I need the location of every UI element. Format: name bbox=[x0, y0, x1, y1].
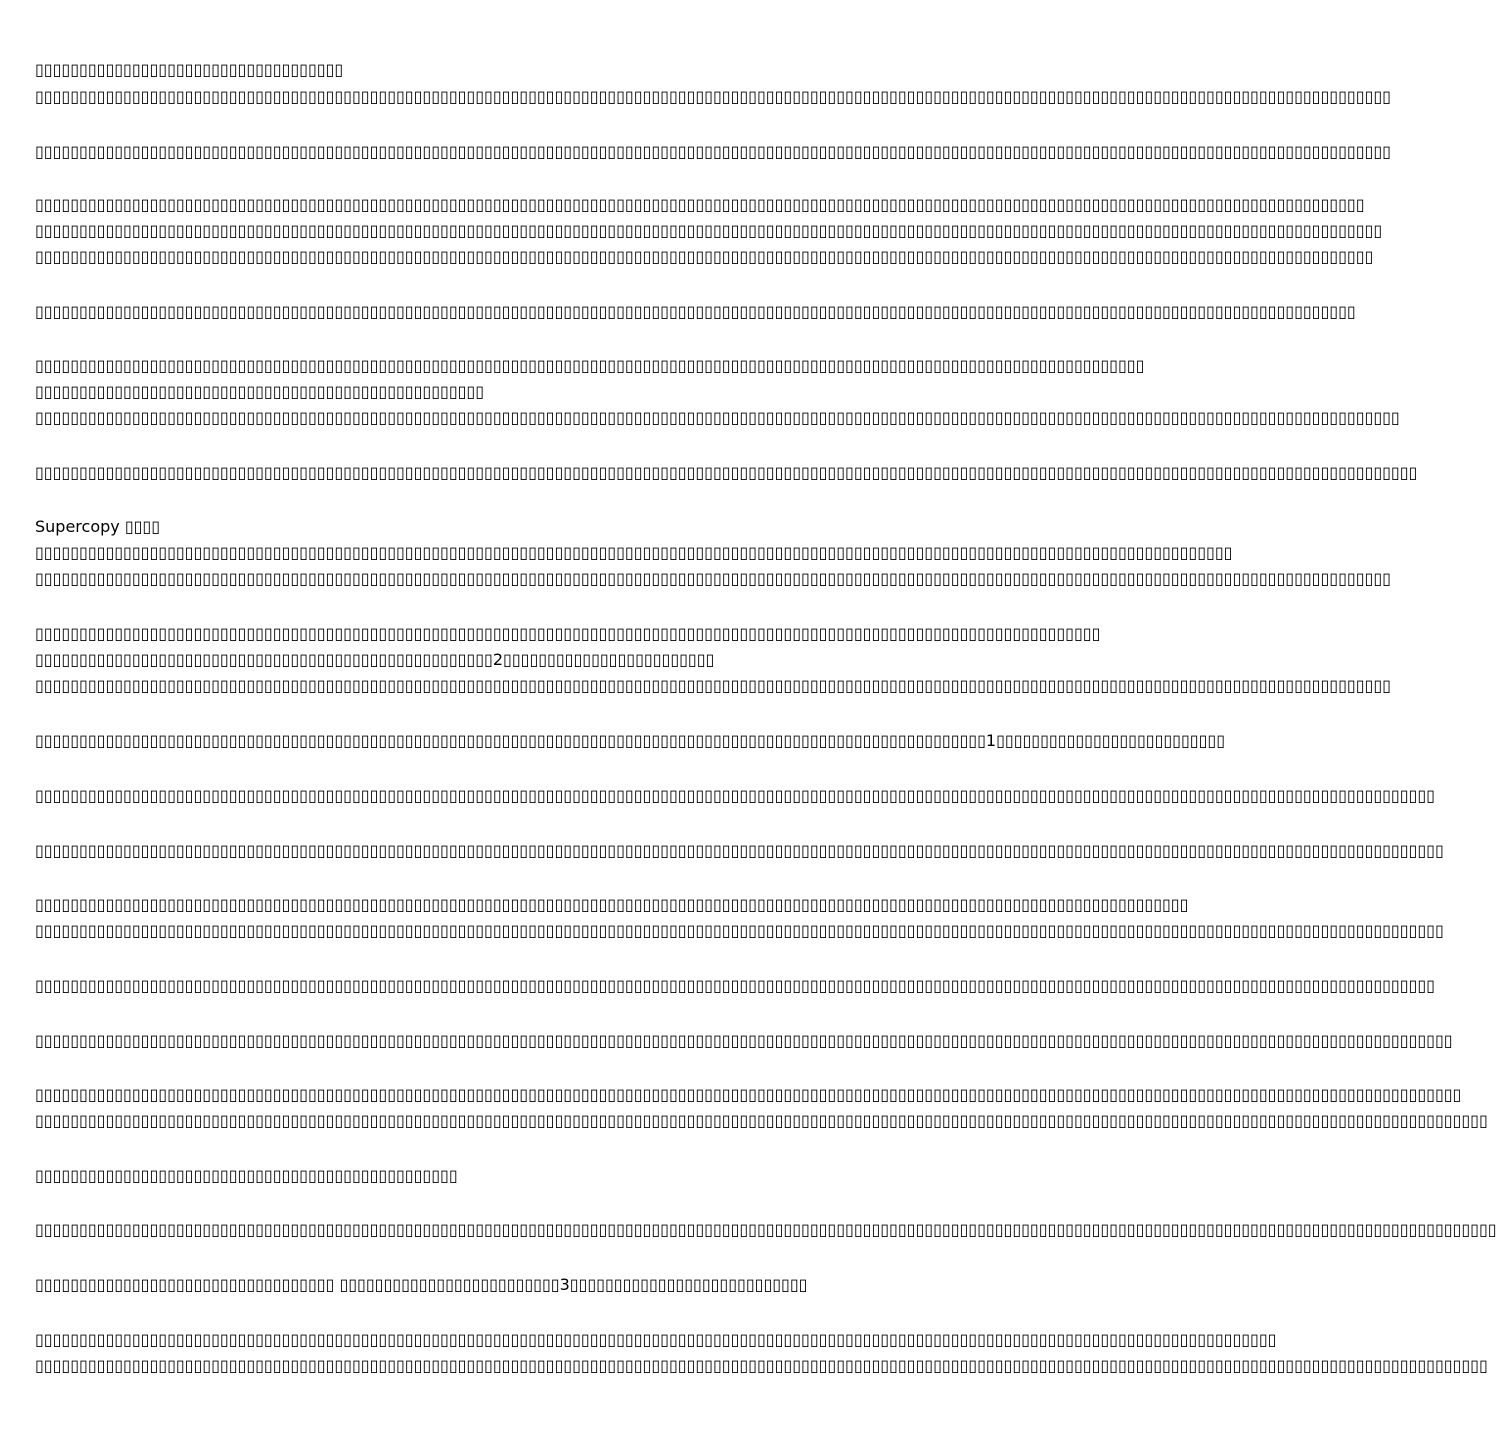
text-line: ▯▯▯▯▯▯▯▯▯▯▯▯▯▯▯▯▯▯▯▯▯▯▯▯▯▯▯▯▯▯▯▯▯▯▯▯▯▯▯▯▯▯▯▯▯▯▯▯▯▯▯▯▯▯▯▯▯▯▯▯▯▯▯▯▯▯▯▯▯▯▯▯▯▯▯▯▯▯▯▯▯▯▯▯▯▯▯▯▯▯▯▯▯▯▯▯▯▯▯▯▯▯▯▯▯▯▯▯▯▯▯▯▯▯▯▯▯▯▯▯▯▯▯▯▯▯▯▯▯▯▯ bbox=[35, 895, 1189, 914]
text-line: ▯▯▯▯▯▯▯▯▯▯▯▯▯▯▯▯▯▯▯▯▯▯▯▯▯▯▯▯▯▯▯▯▯▯▯▯▯▯▯▯▯▯▯▯▯▯▯▯▯▯▯▯▯▯▯▯▯▯▯▯▯▯▯▯▯▯▯▯▯▯▯▯▯▯▯▯▯▯▯▯▯▯▯▯▯▯▯▯▯▯▯▯▯▯▯▯▯▯▯▯▯▯▯▯▯▯▯▯▯▯▯▯▯▯▯▯▯▯▯▯▯▯▯▯▯▯▯▯▯▯▯▯▯▯▯▯▯▯▯▯▯▯▯▯▯▯▯▯▯▯▯▯▯▯▯▯▯▯▯▯ bbox=[35, 921, 1444, 940]
text-line: ▯▯▯▯▯▯▯▯▯▯▯▯▯▯▯▯▯▯▯▯▯▯▯▯▯▯▯▯▯▯▯▯▯▯▯▯▯▯▯▯▯▯▯▯▯▯▯▯▯▯▯▯▯▯▯▯▯▯▯▯▯▯▯▯▯▯▯▯▯▯▯▯▯▯▯▯▯▯▯▯▯▯▯▯▯▯▯▯▯▯▯▯▯▯▯▯▯▯▯▯▯▯▯▯▯▯▯▯▯▯▯▯▯▯▯▯▯▯▯▯▯▯▯▯▯▯▯▯▯▯▯▯▯▯▯▯▯▯▯▯▯▯▯▯▯▯▯▯▯▯▯▯▯▯▯▯▯ bbox=[35, 463, 1418, 482]
text-line: ▯▯▯▯▯▯▯▯▯▯▯▯▯▯▯▯▯▯▯▯▯▯▯▯▯▯▯▯▯▯▯▯▯▯▯▯▯▯▯▯▯▯▯▯▯▯▯▯▯▯▯▯▯▯▯▯▯▯▯▯▯▯▯▯▯▯▯▯▯▯▯▯▯▯▯▯▯▯▯▯▯▯▯▯▯▯▯▯▯▯▯▯▯▯▯▯▯▯▯▯▯▯▯▯▯▯▯▯▯▯▯▯▯▯▯▯▯▯▯▯▯▯▯▯▯▯▯▯▯▯▯▯▯▯▯▯▯▯▯▯▯▯▯▯▯▯▯▯▯▯▯▯▯▯ bbox=[35, 142, 1391, 161]
text-line: ▯▯▯▯▯▯▯▯▯▯▯▯▯▯▯▯▯▯▯▯▯▯▯▯▯▯▯▯▯▯▯▯▯▯▯▯▯▯▯▯▯▯▯▯▯▯▯▯▯▯▯▯▯▯▯▯▯▯▯▯▯▯▯▯▯▯▯▯▯▯▯▯▯▯▯▯▯▯▯▯▯▯▯▯▯▯▯▯▯▯▯▯▯▯▯▯▯▯▯▯▯▯▯▯▯▯▯▯▯▯▯▯▯▯▯▯▯▯▯▯▯ bbox=[35, 624, 1101, 643]
text-line: ▯▯▯▯▯▯▯▯▯▯▯▯▯▯▯▯▯▯▯▯▯▯▯▯▯▯▯▯▯▯▯▯▯▯▯▯▯▯▯▯▯▯▯▯▯▯▯▯▯▯▯▯▯▯▯▯▯▯▯▯▯▯▯▯▯▯▯▯▯▯▯▯▯▯▯▯▯▯▯▯▯▯▯▯▯▯▯▯▯▯▯▯▯▯▯▯▯▯▯▯▯▯▯▯▯▯▯▯▯▯▯▯▯▯▯▯▯▯▯▯▯▯▯▯▯▯▯▯▯▯▯▯▯▯▯▯▯▯▯▯▯▯▯▯▯▯▯▯▯▯▯▯▯▯▯▯▯▯▯▯▯▯ bbox=[35, 1085, 1462, 1104]
text-line: ▯▯▯▯▯▯▯▯▯▯▯▯▯▯▯▯▯▯▯▯▯▯▯▯▯▯▯▯▯▯▯▯▯▯▯▯▯▯▯▯▯▯▯▯▯▯▯▯▯▯▯▯▯▯▯▯▯▯▯▯▯▯▯▯▯▯▯▯▯▯▯▯▯▯▯▯▯▯▯▯▯▯▯▯▯▯▯▯▯▯▯▯▯▯▯▯▯▯▯▯▯▯▯▯▯▯▯▯▯▯▯▯▯▯▯▯▯▯▯▯▯▯▯▯▯▯▯▯▯▯▯▯▯▯▯▯▯▯▯▯▯▯▯▯▯▯▯▯▯▯▯▯▯▯▯ bbox=[35, 408, 1400, 427]
text-line: ▯▯▯▯▯▯▯▯▯▯▯▯▯▯▯▯▯▯▯▯▯▯▯▯▯▯▯▯▯▯▯▯▯▯▯▯▯▯▯▯▯▯▯▯▯▯▯▯▯▯▯▯▯▯▯▯▯▯▯▯▯▯▯▯▯▯▯▯▯▯▯▯▯▯▯▯▯▯▯▯▯▯▯▯▯▯▯▯▯▯▯▯▯▯▯▯▯▯▯▯▯▯▯▯▯▯▯▯▯▯▯▯▯▯▯▯▯▯▯▯▯▯▯▯▯▯▯▯▯▯▯▯▯▯▯▯▯▯▯▯▯▯▯▯▯▯▯▯▯▯▯▯▯▯▯▯▯▯▯▯▯▯▯▯▯ bbox=[35, 1111, 1488, 1130]
text-line: ▯▯▯▯▯▯▯▯▯▯▯▯▯▯▯▯▯▯▯▯▯▯▯▯▯▯▯▯▯▯▯▯▯▯▯▯▯▯▯▯▯▯▯▯▯▯▯▯▯▯▯▯▯▯▯▯▯▯▯▯▯▯▯▯▯▯▯▯▯▯▯▯▯▯▯▯▯▯▯▯▯▯▯▯▯▯▯▯▯▯▯▯▯▯▯▯▯▯▯▯▯▯▯▯▯▯▯▯▯▯▯▯▯▯▯▯▯▯▯▯▯▯▯▯▯▯▯▯▯▯▯▯▯▯▯▯▯▯▯▯▯▯▯▯▯▯▯▯▯▯▯ bbox=[35, 195, 1365, 214]
text-line: ▯▯▯▯▯▯▯▯▯▯▯▯▯▯▯▯▯▯▯▯▯▯▯▯▯▯▯▯▯▯▯▯▯▯ ▯▯▯▯▯▯▯▯▯▯▯▯▯▯▯▯▯▯▯▯▯▯▯▯▯3▯▯▯▯▯▯▯▯▯▯▯▯▯▯▯▯▯▯▯▯▯▯▯▯▯▯▯ bbox=[35, 1275, 808, 1294]
text-line: ▯▯▯▯▯▯▯▯▯▯▯▯▯▯▯▯▯▯▯▯▯▯▯▯▯▯▯▯▯▯▯▯▯▯▯▯▯▯▯▯▯▯▯▯▯▯▯▯▯▯▯ bbox=[35, 382, 485, 401]
text-line: ▯▯▯▯▯▯▯▯▯▯▯▯▯▯▯▯▯▯▯▯▯▯▯▯▯▯▯▯▯▯▯▯▯▯▯▯▯▯▯▯▯▯▯▯▯▯▯▯▯▯▯▯▯▯▯▯▯▯▯▯▯▯▯▯▯▯▯▯▯▯▯▯▯▯▯▯▯▯▯▯▯▯▯▯▯▯▯▯▯▯▯▯▯▯▯▯▯▯▯▯▯▯▯▯▯▯▯▯▯▯▯▯▯▯▯▯▯▯▯▯▯▯▯▯▯▯▯▯▯▯▯▯▯▯▯▯▯▯▯▯▯▯▯▯▯▯▯▯▯▯▯▯▯▯▯▯▯▯▯▯▯ bbox=[35, 1031, 1453, 1050]
text-line: ▯▯▯▯▯▯▯▯▯▯▯▯▯▯▯▯▯▯▯▯▯▯▯▯▯▯▯▯▯▯▯▯▯▯▯▯▯▯▯▯▯▯▯▯▯▯▯▯▯▯▯▯▯▯▯▯▯▯▯▯▯▯▯▯▯▯▯▯▯▯▯▯▯▯▯▯▯▯▯▯▯▯▯▯▯▯▯▯▯▯▯▯▯▯▯▯▯▯▯▯▯▯▯▯▯▯▯▯▯▯▯▯▯▯▯▯▯▯▯▯▯▯▯▯▯▯▯▯▯▯▯▯▯▯▯▯▯▯▯▯▯▯▯▯▯▯▯▯▯▯▯▯▯▯▯▯▯▯▯▯▯▯▯▯▯▯ bbox=[35, 1220, 1497, 1239]
text-line: ▯▯▯▯▯▯▯▯▯▯▯▯▯▯▯▯▯▯▯▯▯▯▯▯▯▯▯▯▯▯▯▯▯▯▯▯▯▯▯▯▯▯▯▯▯▯▯▯▯▯▯▯▯▯▯▯▯▯▯▯▯▯▯▯▯▯▯▯▯▯▯▯▯▯▯▯▯▯▯▯▯▯▯▯▯▯▯▯▯▯▯▯▯▯▯▯▯▯▯▯▯▯▯▯▯▯▯▯▯▯▯▯▯▯▯▯▯▯▯▯▯▯▯▯▯▯▯▯▯▯▯▯▯▯▯▯▯▯▯▯▯ bbox=[35, 1330, 1277, 1349]
text-line: ▯▯▯▯▯▯▯▯▯▯▯▯▯▯▯▯▯▯▯▯▯▯▯▯▯▯▯▯▯▯▯▯▯▯▯▯▯▯▯▯▯▯▯▯▯▯▯▯▯▯▯▯▯▯▯▯▯▯▯▯▯▯▯▯▯▯▯▯▯▯▯▯▯▯▯▯▯▯▯▯▯▯▯▯▯▯▯▯▯▯▯▯▯▯▯▯▯▯▯▯▯▯▯▯▯▯▯▯▯▯▯▯▯▯▯▯▯▯▯▯▯▯▯▯▯▯▯▯▯▯▯▯▯▯▯▯▯▯▯▯▯▯▯▯▯▯▯▯▯▯▯▯▯ bbox=[35, 221, 1383, 240]
text-line: ▯▯▯▯▯▯▯▯▯▯▯▯▯▯▯▯▯▯▯▯▯▯▯▯▯▯▯▯▯▯▯▯▯▯▯▯▯▯▯▯▯▯▯▯▯▯▯▯▯▯▯▯▯▯▯▯▯▯▯▯▯▯▯▯▯▯▯▯▯▯▯▯▯▯▯▯▯▯▯▯▯▯▯▯▯▯▯▯▯▯▯▯▯▯▯▯▯▯▯▯▯▯▯▯▯▯▯▯▯▯▯▯▯▯▯▯▯▯▯▯▯▯▯▯▯▯▯▯▯▯▯▯▯▯▯▯▯▯▯▯▯▯▯▯▯▯▯▯▯▯▯▯▯▯▯▯▯▯▯▯ bbox=[35, 841, 1444, 860]
text-line: ▯▯▯▯▯▯▯▯▯▯▯▯▯▯▯▯▯▯▯▯▯▯▯▯▯▯▯▯▯▯▯▯▯▯▯▯▯▯▯▯▯▯▯▯▯▯▯▯▯▯▯▯▯▯▯▯▯▯▯▯▯▯▯▯▯▯▯▯▯▯▯▯▯▯▯▯▯▯▯▯▯▯▯▯▯▯▯▯▯▯▯▯▯▯▯▯▯▯▯▯▯▯▯▯▯▯▯▯▯▯▯▯▯▯▯▯▯▯▯▯▯▯▯▯▯▯▯▯▯▯▯▯▯▯▯▯▯▯▯▯▯▯▯▯▯▯▯▯▯▯▯▯▯▯ bbox=[35, 569, 1391, 588]
text-line: ▯▯▯▯▯▯▯▯▯▯▯▯▯▯▯▯▯▯▯▯▯▯▯▯▯▯▯▯▯▯▯▯▯▯▯▯▯▯▯▯▯▯▯▯▯▯▯▯▯▯▯▯▯▯▯▯▯▯▯▯▯▯▯▯▯▯▯▯▯▯▯▯▯▯▯▯▯▯▯▯▯▯▯▯▯▯▯▯▯▯▯▯▯▯▯▯▯▯▯▯▯▯▯▯▯▯▯▯▯▯▯▯▯▯▯▯▯▯▯▯▯▯▯▯▯▯▯▯▯▯▯▯▯▯▯▯▯▯▯▯▯▯▯▯▯▯▯▯▯▯▯▯▯▯▯▯▯▯▯▯▯▯▯▯▯ bbox=[35, 1356, 1488, 1375]
text-line: ▯▯▯▯▯▯▯▯▯▯▯▯▯▯▯▯▯▯▯▯▯▯▯▯▯▯▯▯▯▯▯▯▯▯▯▯▯▯▯▯▯▯▯▯▯▯▯▯▯▯▯▯▯▯▯▯▯▯▯▯▯▯▯▯▯▯▯▯▯▯▯▯▯▯▯▯▯▯▯▯▯▯▯▯▯▯▯▯▯▯▯▯▯▯▯▯▯▯▯▯▯▯▯▯▯▯▯▯▯▯▯▯▯▯▯▯▯▯▯▯▯▯▯▯▯▯▯▯▯▯▯▯▯▯▯▯▯▯▯▯▯▯▯▯▯▯▯▯▯▯▯▯▯▯ bbox=[35, 87, 1391, 106]
text-line: ▯▯▯▯▯▯▯▯▯▯▯▯▯▯▯▯▯▯▯▯▯▯▯▯▯▯▯▯▯▯▯▯▯▯▯▯▯▯▯▯▯▯▯▯▯▯▯▯▯▯▯▯2▯▯▯▯▯▯▯▯▯▯▯▯▯▯▯▯▯▯▯▯▯▯▯▯ bbox=[35, 650, 715, 669]
text-line: ▯▯▯▯▯▯▯▯▯▯▯▯▯▯▯▯▯▯▯▯▯▯▯▯▯▯▯▯▯▯▯▯▯▯▯ bbox=[35, 60, 344, 79]
text-line: ▯▯▯▯▯▯▯▯▯▯▯▯▯▯▯▯▯▯▯▯▯▯▯▯▯▯▯▯▯▯▯▯▯▯▯▯▯▯▯▯▯▯▯▯▯▯▯▯▯▯▯▯▯▯▯▯▯▯▯▯▯▯▯▯▯▯▯▯▯▯▯▯▯▯▯▯▯▯▯▯▯▯▯▯▯▯▯▯▯▯▯▯▯▯▯▯▯▯▯▯▯▯▯▯▯▯▯▯▯▯▯▯▯▯▯▯▯▯▯▯▯▯▯▯▯▯▯▯▯▯▯▯▯▯▯▯▯▯▯▯▯▯▯▯▯▯▯▯▯▯▯▯▯▯ bbox=[35, 676, 1391, 695]
text-line: ▯▯▯▯▯▯▯▯▯▯▯▯▯▯▯▯▯▯▯▯▯▯▯▯▯▯▯▯▯▯▯▯▯▯▯▯▯▯▯▯▯▯▯▯▯▯▯▯▯▯▯▯▯▯▯▯▯▯▯▯▯▯▯▯▯▯▯▯▯▯▯▯▯▯▯▯▯▯▯▯▯▯▯▯▯▯▯▯▯▯▯▯▯▯▯▯▯▯▯▯▯▯▯▯▯▯▯▯▯▯▯▯▯▯▯▯▯▯▯▯▯▯▯▯▯▯▯▯▯▯▯▯▯▯▯▯▯▯▯▯▯▯▯▯▯▯▯▯▯▯▯▯▯▯▯▯▯▯▯ bbox=[35, 976, 1435, 995]
text-line: ▯▯▯▯▯▯▯▯▯▯▯▯▯▯▯▯▯▯▯▯▯▯▯▯▯▯▯▯▯▯▯▯▯▯▯▯▯▯▯▯▯▯▯▯▯▯▯▯▯▯▯▯▯▯▯▯▯▯▯▯▯▯▯▯▯▯▯▯▯▯▯▯▯▯▯▯▯▯▯▯▯▯▯▯▯▯▯▯▯▯▯▯▯▯▯▯▯▯▯▯▯▯▯▯▯▯▯▯▯▯▯▯▯▯▯▯▯▯▯▯▯▯▯▯▯▯▯▯▯▯▯▯▯▯▯▯▯▯▯▯▯▯▯▯▯▯▯▯▯▯ bbox=[35, 302, 1356, 321]
text-line: Supercopy ▯▯▯▯ bbox=[35, 517, 161, 536]
text-line: ▯▯▯▯▯▯▯▯▯▯▯▯▯▯▯▯▯▯▯▯▯▯▯▯▯▯▯▯▯▯▯▯▯▯▯▯▯▯▯▯▯▯▯▯▯▯▯▯▯▯▯▯▯▯▯▯▯▯▯▯▯▯▯▯▯▯▯▯▯▯▯▯▯▯▯▯▯▯▯▯▯▯▯▯▯▯▯▯▯▯▯▯▯▯▯▯▯▯▯▯▯▯▯▯▯▯▯▯▯▯▯▯▯▯▯▯▯▯▯▯▯▯▯▯▯▯▯▯▯▯▯▯▯▯▯▯▯▯▯▯▯▯▯▯▯▯▯▯▯▯▯▯▯▯▯▯▯▯▯ bbox=[35, 786, 1435, 805]
text-line: ▯▯▯▯▯▯▯▯▯▯▯▯▯▯▯▯▯▯▯▯▯▯▯▯▯▯▯▯▯▯▯▯▯▯▯▯▯▯▯▯▯▯▯▯▯▯▯▯▯▯▯▯▯▯▯▯▯▯▯▯▯▯▯▯▯▯▯▯▯▯▯▯▯▯▯▯▯▯▯▯▯▯▯▯▯▯▯▯▯▯▯▯▯▯▯▯▯▯▯▯▯▯▯▯▯▯▯▯▯▯▯▯▯▯▯▯▯▯▯▯▯▯▯▯▯▯▯▯▯▯▯▯▯▯▯▯ bbox=[35, 543, 1233, 562]
text-line: ▯▯▯▯▯▯▯▯▯▯▯▯▯▯▯▯▯▯▯▯▯▯▯▯▯▯▯▯▯▯▯▯▯▯▯▯▯▯▯▯▯▯▯▯▯▯▯▯▯▯▯▯▯▯▯▯▯▯▯▯▯▯▯▯▯▯▯▯▯▯▯▯▯▯▯▯▯▯▯▯▯▯▯▯▯▯▯▯▯▯▯▯▯▯▯▯▯▯▯▯▯▯▯▯▯▯▯▯▯▯▯▯▯▯▯▯▯▯▯▯▯▯▯▯▯▯ bbox=[35, 356, 1145, 375]
text-line: ▯▯▯▯▯▯▯▯▯▯▯▯▯▯▯▯▯▯▯▯▯▯▯▯▯▯▯▯▯▯▯▯▯▯▯▯▯▯▯▯▯▯▯▯▯▯▯▯▯▯▯▯▯▯▯▯▯▯▯▯▯▯▯▯▯▯▯▯▯▯▯▯▯▯▯▯▯▯▯▯▯▯▯▯▯▯▯▯▯▯▯▯▯▯▯▯▯▯▯▯▯▯▯▯▯▯▯▯1▯▯▯▯▯▯▯▯▯▯▯▯▯▯▯▯▯▯▯▯▯▯▯▯▯▯ bbox=[35, 731, 1226, 750]
text-line: ▯▯▯▯▯▯▯▯▯▯▯▯▯▯▯▯▯▯▯▯▯▯▯▯▯▯▯▯▯▯▯▯▯▯▯▯▯▯▯▯▯▯▯▯▯▯▯▯ bbox=[35, 1166, 458, 1185]
text-line: ▯▯▯▯▯▯▯▯▯▯▯▯▯▯▯▯▯▯▯▯▯▯▯▯▯▯▯▯▯▯▯▯▯▯▯▯▯▯▯▯▯▯▯▯▯▯▯▯▯▯▯▯▯▯▯▯▯▯▯▯▯▯▯▯▯▯▯▯▯▯▯▯▯▯▯▯▯▯▯▯▯▯▯▯▯▯▯▯▯▯▯▯▯▯▯▯▯▯▯▯▯▯▯▯▯▯▯▯▯▯▯▯▯▯▯▯▯▯▯▯▯▯▯▯▯▯▯▯▯▯▯▯▯▯▯▯▯▯▯▯▯▯▯▯▯▯▯▯▯▯▯▯ bbox=[35, 247, 1374, 266]
